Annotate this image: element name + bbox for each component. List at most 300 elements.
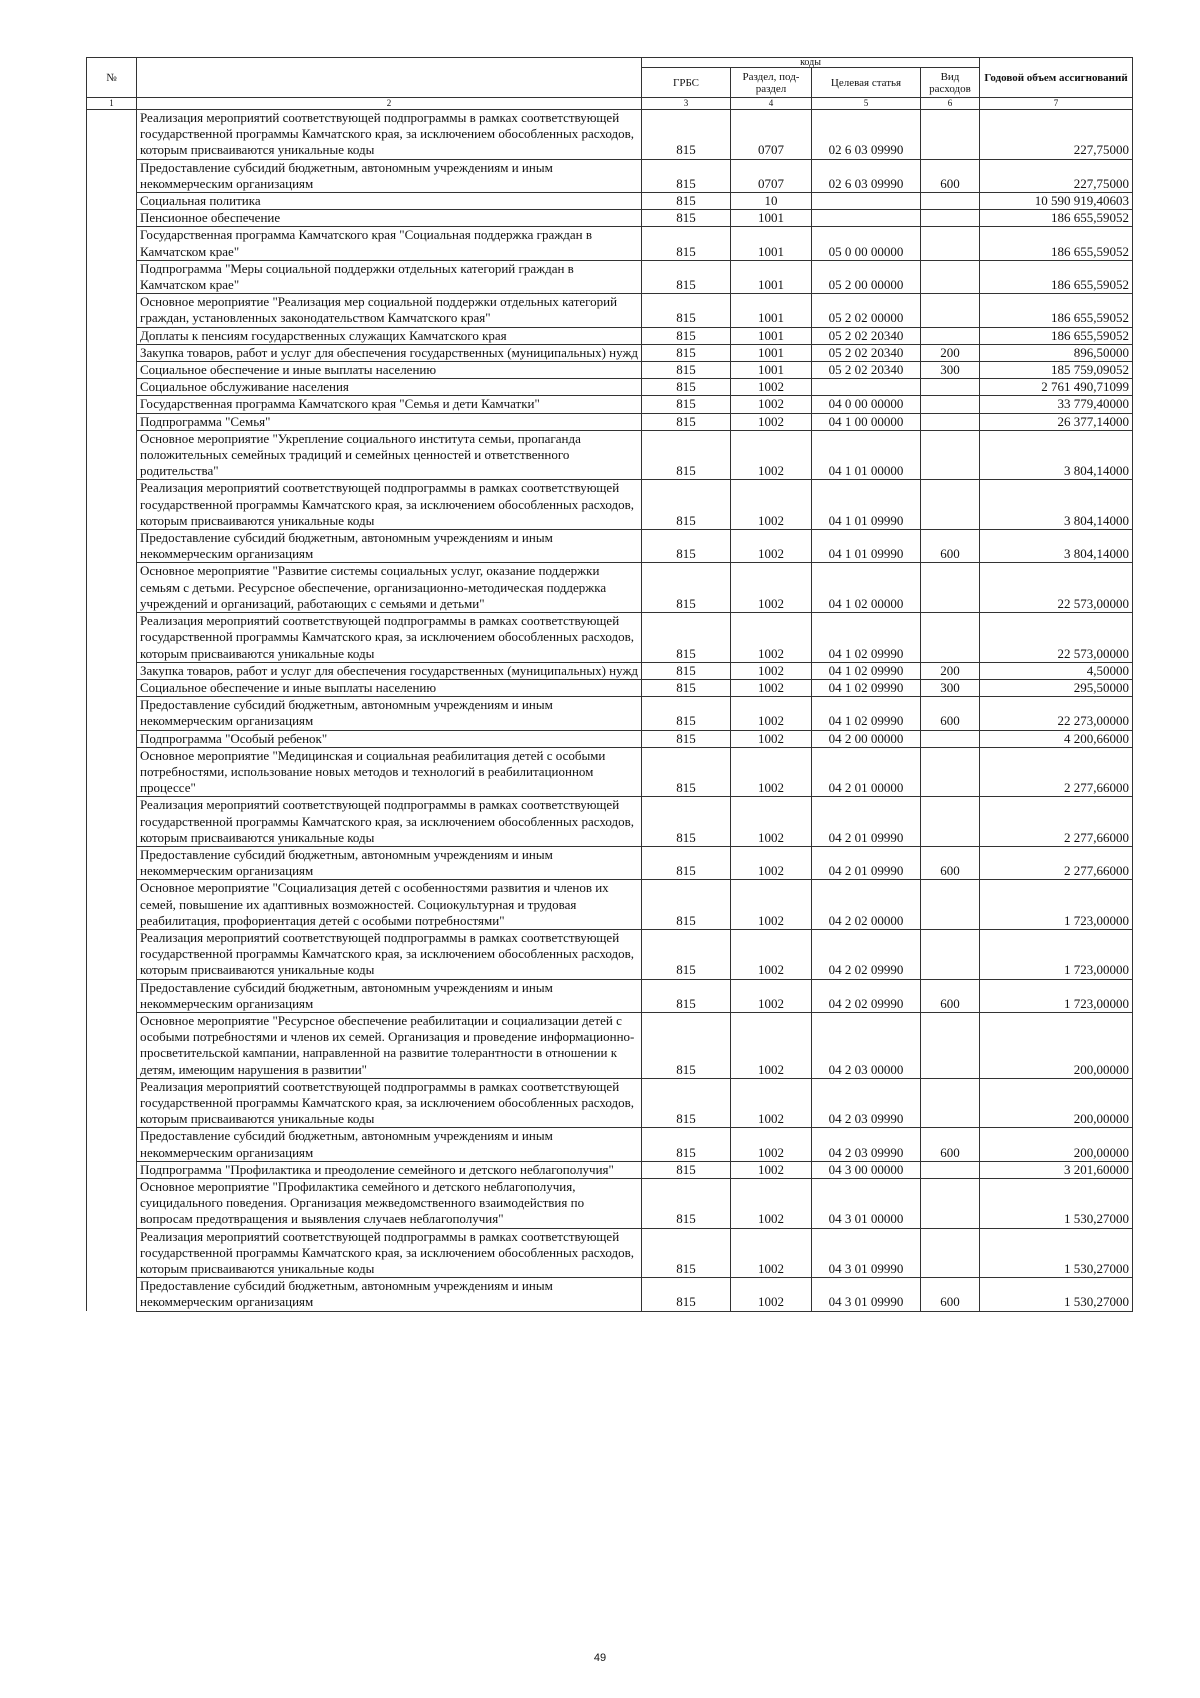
table-row [87, 679, 1133, 696]
row-index-cell [87, 362, 137, 379]
section-code: 1002 [731, 1228, 812, 1278]
annual-amount: 186 655,59052 [980, 227, 1133, 260]
annual-amount: 2 277,66000 [980, 747, 1133, 797]
annual-amount: 200,00000 [980, 1012, 1133, 1078]
annual-amount: 200,00000 [980, 1078, 1133, 1128]
row-index-cell [87, 1128, 137, 1161]
item-name: Основное мероприятие "Укрепление социального института семьи, пропаганда положительных семейных традиций и семейных ценностей и ответственного родительства" [137, 430, 642, 480]
expense-type-code: 300 [921, 679, 980, 696]
row-index-cell [87, 1012, 137, 1078]
column-number: 7 [980, 98, 1133, 110]
item-name: Социальное обеспечение и иные выплаты населению [137, 679, 642, 696]
section-code: 1002 [731, 530, 812, 563]
row-index-cell [87, 846, 137, 879]
table-row [87, 1128, 1133, 1161]
section-code: 1002 [731, 379, 812, 396]
target-article-code: 04 2 03 00000 [812, 1012, 921, 1078]
budget-table [86, 57, 1133, 1312]
annual-amount: 2 277,66000 [980, 846, 1133, 879]
header-grbs: ГРБС [642, 68, 731, 98]
item-name: Закупка товаров, работ и услуг для обеспечения государственных (муниципальных) нужд [137, 662, 642, 679]
grbs-code: 815 [642, 227, 731, 260]
row-index-cell [87, 344, 137, 361]
item-name: Социальное обслуживание населения [137, 379, 642, 396]
target-article-code: 05 2 02 20340 [812, 362, 921, 379]
page-number: 49 [593, 1652, 607, 1664]
section-code: 1002 [731, 1012, 812, 1078]
item-name: Государственная программа Камчатского края "Семья и дети Камчатки" [137, 396, 642, 413]
column-number: 5 [812, 98, 921, 110]
row-index-cell [87, 193, 137, 210]
section-code: 1002 [731, 697, 812, 730]
row-index-cell [87, 1228, 137, 1278]
target-article-code: 04 1 01 00000 [812, 430, 921, 480]
grbs-code: 815 [642, 730, 731, 747]
target-article-code: 02 6 03 09990 [812, 110, 921, 160]
annual-amount: 3 804,14000 [980, 480, 1133, 530]
grbs-code: 815 [642, 193, 731, 210]
grbs-code: 815 [642, 1012, 731, 1078]
item-name: Подпрограмма "Меры социальной поддержки отдельных категорий граждан в Камчатском крае" [137, 260, 642, 293]
grbs-code: 815 [642, 846, 731, 879]
grbs-code: 815 [642, 379, 731, 396]
item-name: Предоставление субсидий бюджетным, автономным учреждениям и иным некоммерческим организациям [137, 846, 642, 879]
row-index-cell [87, 747, 137, 797]
annual-amount: 1 723,00000 [980, 929, 1133, 979]
target-article-code [812, 193, 921, 210]
item-name: Реализация мероприятий соответствующей подпрограммы в рамках соответствующей государственной программы Камчатского края, за исключением обособленных расходов, которым присваиваются уникальные коды [137, 613, 642, 663]
grbs-code: 815 [642, 159, 731, 192]
annual-amount: 186 655,59052 [980, 210, 1133, 227]
section-code: 1002 [731, 613, 812, 663]
target-article-code: 04 1 00 00000 [812, 413, 921, 430]
table-row [87, 344, 1133, 361]
item-name: Предоставление субсидий бюджетным, автономным учреждениям и иным некоммерческим организациям [137, 979, 642, 1012]
expense-type-code: 600 [921, 159, 980, 192]
row-index-cell [87, 929, 137, 979]
expense-type-code [921, 396, 980, 413]
item-name: Закупка товаров, работ и услуг для обеспечения государственных (муниципальных) нужд [137, 344, 642, 361]
expense-type-code [921, 379, 980, 396]
section-code: 1002 [731, 662, 812, 679]
item-name: Предоставление субсидий бюджетным, автономным учреждениям и иным некоммерческим организациям [137, 1128, 642, 1161]
target-article-code: 04 1 01 09990 [812, 480, 921, 530]
row-index-cell [87, 413, 137, 430]
table-row [87, 730, 1133, 747]
annual-amount: 1 723,00000 [980, 979, 1133, 1012]
grbs-code: 815 [642, 413, 731, 430]
section-code: 10 [731, 193, 812, 210]
row-index-cell [87, 379, 137, 396]
column-number: 3 [642, 98, 731, 110]
grbs-code: 815 [642, 747, 731, 797]
annual-amount: 3 804,14000 [980, 430, 1133, 480]
target-article-code: 04 1 02 09990 [812, 613, 921, 663]
row-index-cell [87, 1179, 137, 1229]
section-code: 1002 [731, 1179, 812, 1229]
item-name: Реализация мероприятий соответствующей подпрограммы в рамках соответствующей государственной программы Камчатского края, за исключением обособленных расходов, которым присваиваются уникальные коды [137, 110, 642, 160]
target-article-code: 04 2 03 09990 [812, 1078, 921, 1128]
expense-type-code [921, 880, 980, 930]
target-article-code [812, 379, 921, 396]
row-index-cell [87, 260, 137, 293]
section-code: 1002 [731, 480, 812, 530]
column-number-row [87, 98, 1133, 110]
grbs-code: 815 [642, 563, 731, 613]
item-name: Подпрограмма "Семья" [137, 413, 642, 430]
annual-amount: 186 655,59052 [980, 260, 1133, 293]
target-article-code: 04 2 03 09990 [812, 1128, 921, 1161]
item-name: Основное мероприятие "Социализация детей с особенностями развития и членов их семей, повышение их адаптивных возможностей. Социокультурная и трудовая реабилитация, профориентация детей с особыми потребностями" [137, 880, 642, 930]
expense-type-code [921, 480, 980, 530]
section-code: 1001 [731, 227, 812, 260]
grbs-code: 815 [642, 979, 731, 1012]
table-row [87, 880, 1133, 930]
item-name: Основное мероприятие "Ресурсное обеспечение реабилитации и социализации детей с особыми потребностями и членов их семей. Организация и проведение информационно-просветительской кампании, направленной на развитие толерантности в отношении к детям, имеющим нарушения в развитии" [137, 1012, 642, 1078]
expense-type-code [921, 413, 980, 430]
table-row [87, 697, 1133, 730]
grbs-code: 815 [642, 430, 731, 480]
table-row [87, 1179, 1133, 1229]
grbs-code: 815 [642, 327, 731, 344]
table-row [87, 480, 1133, 530]
expense-type-code: 600 [921, 530, 980, 563]
expense-type-code: 600 [921, 1128, 980, 1161]
expense-type-code [921, 1012, 980, 1078]
row-index-cell [87, 797, 137, 847]
table-row [87, 1228, 1133, 1278]
section-code: 1002 [731, 679, 812, 696]
grbs-code: 815 [642, 679, 731, 696]
section-code: 1002 [731, 846, 812, 879]
table-row [87, 260, 1133, 293]
grbs-code: 815 [642, 1179, 731, 1229]
item-name: Подпрограмма "Особый ребенок" [137, 730, 642, 747]
target-article-code: 05 2 02 20340 [812, 327, 921, 344]
grbs-code: 815 [642, 210, 731, 227]
annual-amount: 896,50000 [980, 344, 1133, 361]
item-name: Подпрограмма "Профилактика и преодоление семейного и детского неблагополучия" [137, 1161, 642, 1178]
table-row [87, 747, 1133, 797]
row-index-cell [87, 227, 137, 260]
target-article-code: 04 2 01 00000 [812, 747, 921, 797]
annual-amount: 22 273,00000 [980, 697, 1133, 730]
section-code: 1002 [731, 929, 812, 979]
grbs-code: 815 [642, 1078, 731, 1128]
section-code: 1002 [731, 413, 812, 430]
expense-type-code [921, 227, 980, 260]
expense-type-code: 300 [921, 362, 980, 379]
section-code: 1002 [731, 1128, 812, 1161]
item-name: Социальная политика [137, 193, 642, 210]
budget-table-page [86, 57, 1132, 1312]
header-annual: Годовой объем ассигнований [980, 58, 1133, 98]
expense-type-code [921, 1228, 980, 1278]
annual-amount: 185 759,09052 [980, 362, 1133, 379]
table-row [87, 1078, 1133, 1128]
row-index-cell [87, 110, 137, 160]
row-index-cell [87, 430, 137, 480]
item-name: Предоставление субсидий бюджетным, автономным учреждениям и иным некоммерческим организациям [137, 1278, 642, 1311]
row-index-cell [87, 613, 137, 663]
table-row [87, 227, 1133, 260]
item-name: Реализация мероприятий соответствующей подпрограммы в рамках соответствующей государственной программы Камчатского края, за исключением обособленных расходов, которым присваиваются уникальные коды [137, 929, 642, 979]
target-article-code: 04 3 00 00000 [812, 1161, 921, 1178]
header-name [137, 58, 642, 98]
section-code: 1001 [731, 344, 812, 361]
target-article-code: 04 3 01 09990 [812, 1278, 921, 1311]
item-name: Доплаты к пенсиям государственных служащих Камчатского края [137, 327, 642, 344]
row-index-cell [87, 979, 137, 1012]
row-index-cell [87, 1161, 137, 1178]
row-index-cell [87, 396, 137, 413]
table-row [87, 563, 1133, 613]
grbs-code: 815 [642, 880, 731, 930]
section-code: 1002 [731, 430, 812, 480]
target-article-code: 05 2 00 00000 [812, 260, 921, 293]
table-body [87, 110, 1133, 1312]
grbs-code: 815 [642, 697, 731, 730]
expense-type-code [921, 563, 980, 613]
row-index-cell [87, 480, 137, 530]
table-row [87, 362, 1133, 379]
item-name: Государственная программа Камчатского края "Социальная поддержка граждан в Камчатском крае" [137, 227, 642, 260]
annual-amount: 1 530,27000 [980, 1179, 1133, 1229]
row-index-cell [87, 730, 137, 747]
section-code: 1002 [731, 747, 812, 797]
section-code: 1002 [731, 979, 812, 1012]
column-number: 1 [87, 98, 137, 110]
grbs-code: 815 [642, 929, 731, 979]
section-code: 1001 [731, 327, 812, 344]
header-tselevaya: Целевая статья [812, 68, 921, 98]
expense-type-code: 600 [921, 1278, 980, 1311]
target-article-code: 04 1 02 09990 [812, 662, 921, 679]
table-row [87, 530, 1133, 563]
annual-amount: 2 761 490,71099 [980, 379, 1133, 396]
annual-amount: 186 655,59052 [980, 327, 1133, 344]
expense-type-code [921, 613, 980, 663]
expense-type-code: 600 [921, 846, 980, 879]
column-number: 4 [731, 98, 812, 110]
table-row [87, 846, 1133, 879]
target-article-code: 04 2 02 09990 [812, 979, 921, 1012]
grbs-code: 815 [642, 1228, 731, 1278]
table-row [87, 1278, 1133, 1311]
annual-amount: 3 201,60000 [980, 1161, 1133, 1178]
target-article-code: 04 2 01 09990 [812, 797, 921, 847]
annual-amount: 4,50000 [980, 662, 1133, 679]
target-article-code: 04 1 02 00000 [812, 563, 921, 613]
section-code: 1002 [731, 1278, 812, 1311]
item-name: Предоставление субсидий бюджетным, автономным учреждениям и иным некоммерческим организациям [137, 159, 642, 192]
target-article-code: 04 2 01 09990 [812, 846, 921, 879]
grbs-code: 815 [642, 613, 731, 663]
expense-type-code [921, 193, 980, 210]
annual-amount: 227,75000 [980, 159, 1133, 192]
target-article-code: 05 2 02 00000 [812, 294, 921, 327]
grbs-code: 815 [642, 110, 731, 160]
row-index-cell [87, 662, 137, 679]
section-code: 1002 [731, 730, 812, 747]
item-name: Основное мероприятие "Развитие системы социальных услуг, оказание поддержки семьям с детьми. Ресурсное обеспечение, организационно-методическая поддержка учреждений и организаций, работающих с семьями и детьми" [137, 563, 642, 613]
table-header [87, 58, 1133, 110]
expense-type-code [921, 730, 980, 747]
table-row [87, 294, 1133, 327]
expense-type-code: 600 [921, 979, 980, 1012]
annual-amount: 200,00000 [980, 1128, 1133, 1161]
item-name: Основное мероприятие "Профилактика семейного и детского неблагополучия, суицидального поведения. Организация межведомственного взаимодействия по вопросам предотвращения и выявления случаев неблагополучия" [137, 1179, 642, 1229]
grbs-code: 815 [642, 260, 731, 293]
grbs-code: 815 [642, 1128, 731, 1161]
table-row [87, 327, 1133, 344]
table-row [87, 210, 1133, 227]
item-name: Основное мероприятие "Медицинская и социальная реабилитация детей с особыми потребностями, использование новых методов и технологий в реабилитационном процессе" [137, 747, 642, 797]
table-row [87, 193, 1133, 210]
annual-amount: 26 377,14000 [980, 413, 1133, 430]
expense-type-code: 200 [921, 344, 980, 361]
header-razdel: Раздел, под-раздел [731, 68, 812, 98]
grbs-code: 815 [642, 294, 731, 327]
section-code: 0707 [731, 110, 812, 160]
row-index-cell [87, 1078, 137, 1128]
target-article-code: 04 3 01 00000 [812, 1179, 921, 1229]
expense-type-code [921, 260, 980, 293]
row-index-cell [87, 327, 137, 344]
table-row [87, 110, 1133, 160]
target-article-code: 02 6 03 09990 [812, 159, 921, 192]
row-index-cell [87, 880, 137, 930]
table-row [87, 1161, 1133, 1178]
grbs-code: 815 [642, 1161, 731, 1178]
section-code: 1002 [731, 1078, 812, 1128]
row-index-cell [87, 563, 137, 613]
expense-type-code: 600 [921, 697, 980, 730]
section-code: 1001 [731, 210, 812, 227]
item-name: Реализация мероприятий соответствующей подпрограммы в рамках соответствующей государственной программы Камчатского края, за исключением обособленных расходов, которым присваиваются уникальные коды [137, 480, 642, 530]
expense-type-code [921, 110, 980, 160]
grbs-code: 815 [642, 344, 731, 361]
section-code: 0707 [731, 159, 812, 192]
target-article-code: 04 3 01 09990 [812, 1228, 921, 1278]
grbs-code: 815 [642, 480, 731, 530]
row-index-cell [87, 679, 137, 696]
item-name: Предоставление субсидий бюджетным, автономным учреждениям и иным некоммерческим организациям [137, 530, 642, 563]
section-code: 1001 [731, 362, 812, 379]
grbs-code: 815 [642, 396, 731, 413]
annual-amount: 22 573,00000 [980, 563, 1133, 613]
row-index-cell [87, 1278, 137, 1311]
target-article-code: 04 1 01 09990 [812, 530, 921, 563]
row-index-cell [87, 294, 137, 327]
section-code: 1002 [731, 1161, 812, 1178]
table-row [87, 159, 1133, 192]
item-name: Реализация мероприятий соответствующей подпрограммы в рамках соответствующей государственной программы Камчатского края, за исключением обособленных расходов, которым присваиваются уникальные коды [137, 1078, 642, 1128]
annual-amount: 295,50000 [980, 679, 1133, 696]
expense-type-code [921, 1161, 980, 1178]
annual-amount: 22 573,00000 [980, 613, 1133, 663]
table-row [87, 979, 1133, 1012]
table-row [87, 1012, 1133, 1078]
target-article-code: 04 0 00 00000 [812, 396, 921, 413]
annual-amount: 10 590 919,40603 [980, 193, 1133, 210]
row-index-cell [87, 697, 137, 730]
item-name: Предоставление субсидий бюджетным, автономным учреждениям и иным некоммерческим организациям [137, 697, 642, 730]
target-article-code: 04 2 00 00000 [812, 730, 921, 747]
section-code: 1002 [731, 880, 812, 930]
table-row [87, 662, 1133, 679]
grbs-code: 815 [642, 530, 731, 563]
target-article-code: 04 1 02 09990 [812, 697, 921, 730]
expense-type-code [921, 327, 980, 344]
annual-amount: 1 530,27000 [980, 1228, 1133, 1278]
item-name: Реализация мероприятий соответствующей подпрограммы в рамках соответствующей государственной программы Камчатского края, за исключением обособленных расходов, которым присваиваются уникальные коды [137, 797, 642, 847]
expense-type-code [921, 797, 980, 847]
column-number: 6 [921, 98, 980, 110]
item-name: Основное мероприятие "Реализация мер социальной поддержки отдельных категорий граждан, установленных законодательством Камчатского края" [137, 294, 642, 327]
header-num: № [87, 58, 137, 98]
row-index-cell [87, 159, 137, 192]
target-article-code [812, 210, 921, 227]
table-row [87, 430, 1133, 480]
annual-amount: 3 804,14000 [980, 530, 1133, 563]
section-code: 1001 [731, 260, 812, 293]
annual-amount: 186 655,59052 [980, 294, 1133, 327]
table-row [87, 413, 1133, 430]
table-row [87, 396, 1133, 413]
grbs-code: 815 [642, 362, 731, 379]
item-name: Реализация мероприятий соответствующей подпрограммы в рамках соответствующей государственной программы Камчатского края, за исключением обособленных расходов, которым присваиваются уникальные коды [137, 1228, 642, 1278]
target-article-code: 04 2 02 09990 [812, 929, 921, 979]
annual-amount: 1 723,00000 [980, 880, 1133, 930]
section-code: 1001 [731, 294, 812, 327]
annual-amount: 1 530,27000 [980, 1278, 1133, 1311]
annual-amount: 2 277,66000 [980, 797, 1133, 847]
row-index-cell [87, 210, 137, 227]
target-article-code: 04 1 02 09990 [812, 679, 921, 696]
annual-amount: 227,75000 [980, 110, 1133, 160]
expense-type-code [921, 1179, 980, 1229]
section-code: 1002 [731, 563, 812, 613]
section-code: 1002 [731, 396, 812, 413]
table-row [87, 613, 1133, 663]
expense-type-code: 200 [921, 662, 980, 679]
expense-type-code [921, 210, 980, 227]
header-vid: Вид расходов [921, 68, 980, 98]
table-row [87, 797, 1133, 847]
table-row [87, 929, 1133, 979]
expense-type-code [921, 1078, 980, 1128]
expense-type-code [921, 430, 980, 480]
column-number: 2 [137, 98, 642, 110]
expense-type-code [921, 747, 980, 797]
section-code: 1002 [731, 797, 812, 847]
grbs-code: 815 [642, 797, 731, 847]
target-article-code: 04 2 02 00000 [812, 880, 921, 930]
grbs-code: 815 [642, 662, 731, 679]
annual-amount: 4 200,66000 [980, 730, 1133, 747]
header-codes: коды [642, 58, 980, 68]
annual-amount: 33 779,40000 [980, 396, 1133, 413]
table-row [87, 379, 1133, 396]
item-name: Социальное обеспечение и иные выплаты населению [137, 362, 642, 379]
expense-type-code [921, 294, 980, 327]
item-name: Пенсионное обеспечение [137, 210, 642, 227]
expense-type-code [921, 929, 980, 979]
target-article-code: 05 2 02 20340 [812, 344, 921, 361]
grbs-code: 815 [642, 1278, 731, 1311]
target-article-code: 05 0 00 00000 [812, 227, 921, 260]
